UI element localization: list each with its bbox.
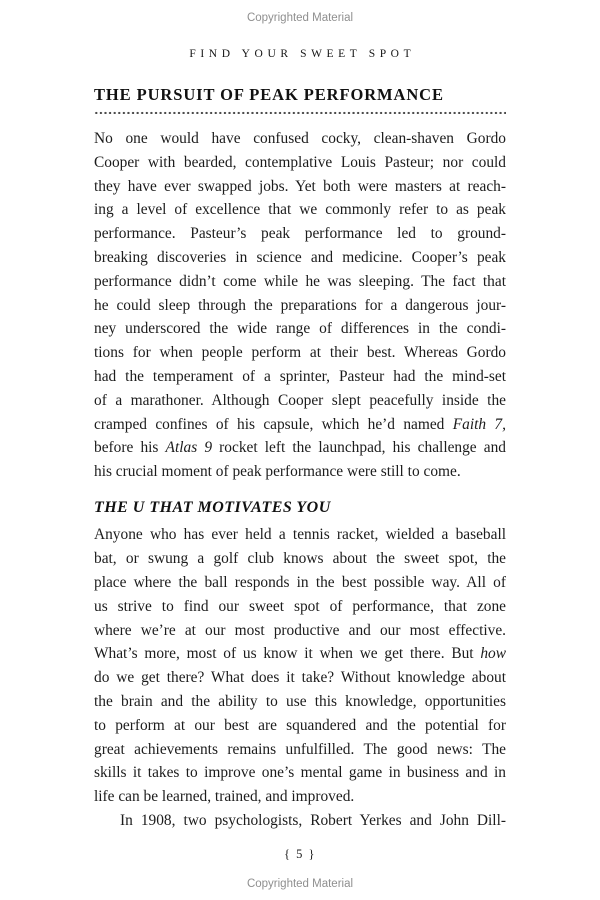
paragraph: Anyone who has ever held a tennis racket, wielded a baseball bat, or swung a golf club knows about the sweet spot, the place where the ball responds in the best possible way. All of us strive to find our sweet spot of performance, that zone where we’re at our most productive and our most effective. What’s more, most of us know it when we get there. But how do we get there? What does it take? Without knowledge about the brain and the ability to use this knowledge, opportunities to perform at our best are squandered and the potential for great achievements remains unfulfilled. The good news: The skills it takes to improve one’s mental game in business and in life can be learned, trained, and improved. — [94, 526, 506, 806]
copyright-notice-top: Copyrighted Material — [246, 12, 354, 24]
copyright-notice-bottom: Copyrighted Material — [246, 878, 354, 890]
running-header: FIND YOUR SWEET SPOT — [189, 48, 416, 60]
paragraph: No one would have confused cocky, clean-shaven Gordo Cooper with bearded, contemplative Louis Pasteur; nor could they have ever swapped jobs. Yet both were masters at reach- ing a level of excellence that we commonly refer to as peak performance. Pasteur’s peak performance led to ground- breaking discoveries in science and medicine. Cooper’s peak performance didn’t come while he was sleeping. The fact that he could sleep through the preparations for a dangerous jour- ney underscored the wide range of differences in the condi- tions for when people perform at their best. Whereas Gordo had the temperament of a sprinter, Pasteur had the mind-set of a marathoner. Although Cooper slept peacefully inside the cramped confines of his capsule, which he’d named Faith 7, before his Atlas 9 rocket left the launchpad, his challenge and his crucial moment of peak performance were still to come. — [94, 130, 507, 481]
dotted-rule — [94, 110, 506, 114]
subsection-heading: THE U THAT MOTIVATES YOU — [94, 498, 331, 516]
page-number: { 5 } — [284, 847, 316, 861]
section-peak-performance — [94, 85, 506, 484]
section-u-that-motivates — [94, 499, 506, 833]
paragraph: In 1908, two psychologists, Robert Yerkes and John Dill- — [120, 811, 506, 829]
section-heading: THE PURSUIT OF PEAK PERFORMANCE — [94, 85, 444, 104]
